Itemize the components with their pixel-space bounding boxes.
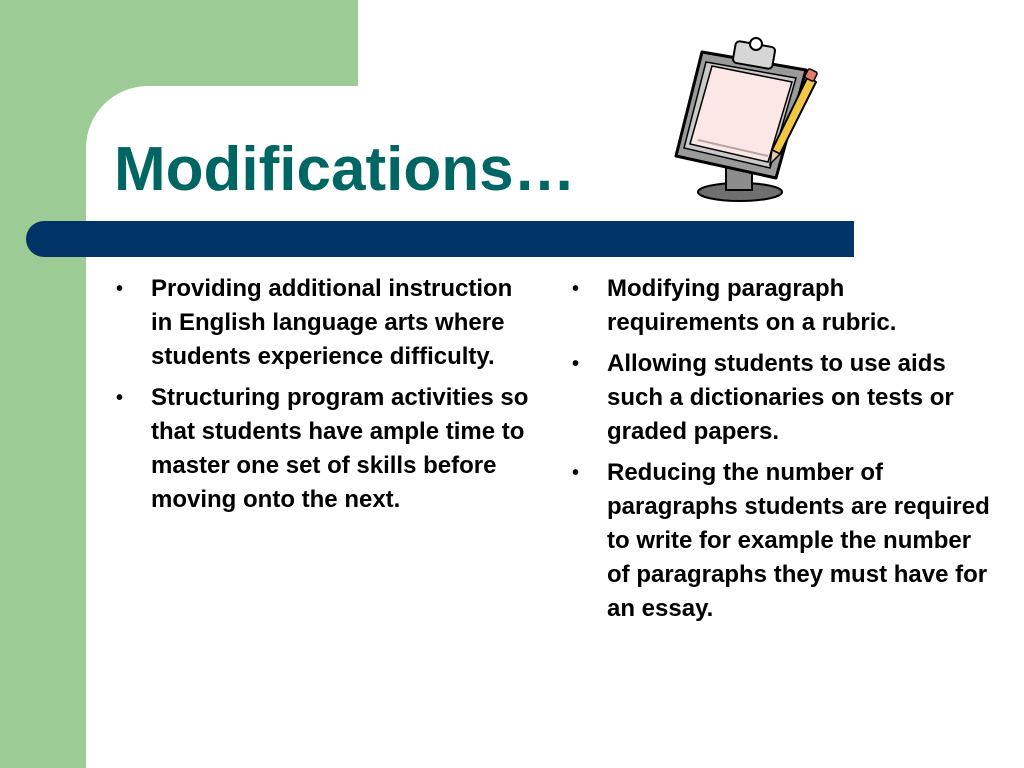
bullet-text: Providing additional instruction in English language arts where students experience difficulty. — [151, 275, 513, 370]
list-item — [570, 347, 1000, 449]
bullet-dot: • — [572, 462, 580, 484]
bullet-dot: • — [572, 353, 580, 375]
bullet-dot: • — [116, 278, 124, 300]
list-item — [570, 272, 1000, 340]
list-item — [570, 456, 1000, 626]
bullet-text: Allowing students to use aids such a dictionaries on tests or graded papers. — [607, 350, 954, 445]
slide-title: Modifications… — [114, 135, 576, 204]
bullet-text: Reducing the number of paragraphs students are required to write for example the number of paragraphs they must have for an essay. — [607, 459, 990, 622]
green-left-strip — [0, 0, 86, 768]
list-item — [114, 381, 534, 517]
bullet-dot: • — [116, 387, 124, 409]
bullet-dot: • — [572, 278, 580, 300]
left-bullet-list — [114, 272, 534, 524]
bullet-text: Structuring program activities so that students have ample time to master one set of skills before moving onto the next. — [151, 384, 529, 513]
clipboard-with-pencil-icon — [668, 30, 828, 206]
bullet-text: Modifying paragraph requirements on a rubric. — [607, 275, 897, 336]
right-bullet-list — [570, 272, 1000, 633]
list-item — [114, 272, 534, 374]
title-divider-bar — [26, 221, 854, 257]
